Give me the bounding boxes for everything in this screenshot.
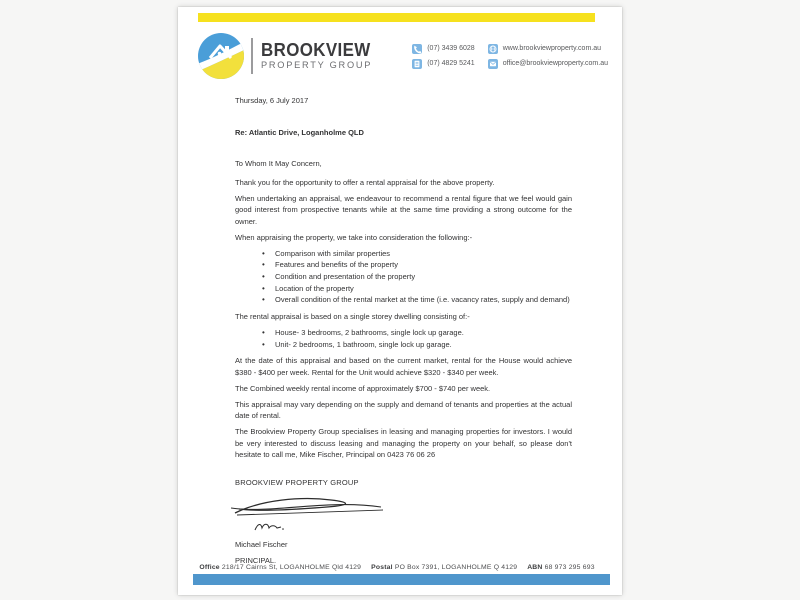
contact-details bbox=[412, 44, 608, 69]
para-market: At the date of this appraisal and based on the current market, rental for the House would achieve $380 - $400 per week. Rental for the Unit would achieve $320 - $340 per week. bbox=[235, 356, 572, 377]
list-item: • Condition and presentation of the property bbox=[262, 271, 572, 283]
abn-label: ABN bbox=[527, 564, 543, 571]
list-item: • Location of the property bbox=[262, 283, 572, 295]
list-item: • Overall condition of the rental market at the time (i.e. vacancy rates, supply and demand) bbox=[262, 294, 572, 306]
para-vary: This appraisal may vary depending on the supply and demand of tenants and properties at the actual date of rental. bbox=[235, 399, 572, 421]
signatory-title: PRINCIPAL. bbox=[235, 555, 277, 565]
salutation: To Whom It May Concern, bbox=[235, 159, 322, 168]
brookview-logo-icon bbox=[198, 33, 244, 79]
office-segment bbox=[199, 564, 361, 571]
footer-address-line bbox=[178, 564, 616, 571]
letter-body bbox=[235, 95, 572, 566]
dwelling-list bbox=[262, 327, 572, 350]
website-row bbox=[488, 44, 608, 54]
postal-value: PO Box 7391, LOGANHOLME Q 4129 bbox=[394, 564, 518, 571]
office-value: 218/17 Cairns St, LOGANHOLME Qld 4129 bbox=[221, 564, 362, 571]
globe-icon bbox=[488, 44, 498, 54]
email-row bbox=[488, 59, 608, 69]
abn-value: 68 973 295 693 bbox=[544, 564, 595, 571]
para-thanks: Thank you for the opportunity to offer a rental appraisal for the above property. bbox=[235, 177, 495, 187]
fax-icon bbox=[412, 59, 422, 69]
para-specialises: The Brookview Property Group specialises in leasing and managing properties for investors. I would be very interested to discuss leasing and managing the property on your behalf, so please don't hesitate to call me, Mike Fischer, Principal on 0423 76 06 26 bbox=[235, 427, 572, 460]
website-url: www.brookviewproperty.com.au bbox=[502, 45, 602, 52]
wordmark bbox=[261, 41, 378, 71]
brand-tagline: PROPERTY GROUP bbox=[261, 60, 373, 71]
signature bbox=[235, 493, 572, 539]
bottom-accent-bar bbox=[193, 574, 610, 585]
brand-name: BROOKVIEW bbox=[261, 40, 371, 60]
signature-initials bbox=[253, 521, 285, 533]
office-label: Office bbox=[199, 564, 220, 571]
top-accent-bar bbox=[198, 13, 595, 22]
phone-icon bbox=[412, 44, 422, 54]
list-item: • Comparison with similar properties bbox=[262, 248, 572, 260]
letter-subject: Re: Atlantic Drive, Loganholme QLD bbox=[235, 127, 364, 137]
para-combined: The Combined weekly rental income of approximately $700 - $740 per week. bbox=[235, 383, 491, 393]
email-address: office@brookviewproperty.com.au bbox=[502, 60, 608, 67]
letterhead bbox=[198, 33, 612, 79]
fax-number: (07) 4829 5241 bbox=[427, 60, 475, 67]
para-undertaking: When undertaking an appraisal, we endeavour to recommend a rental figure that we feel would gain good interest from prospective tenants while at the same time providing a strong outcome for the owner. bbox=[235, 193, 572, 226]
postal-label: Postal bbox=[371, 564, 393, 571]
fax-row bbox=[412, 59, 474, 69]
postal-segment bbox=[371, 564, 517, 571]
consideration-list bbox=[262, 248, 572, 307]
email-icon bbox=[488, 59, 498, 69]
letter-page bbox=[178, 7, 622, 595]
para-appraising: When appraising the property, we take into consideration the following:- bbox=[235, 232, 473, 242]
list-item: • Features and benefits of the property bbox=[262, 259, 572, 271]
logo-divider bbox=[251, 38, 253, 74]
signoff-company: BROOKVIEW PROPERTY GROUP bbox=[235, 477, 359, 487]
letter-date: Thursday, 6 July 2017 bbox=[235, 96, 309, 105]
list-item: • House- 3 bedrooms, 2 bathrooms, single lock up garage. bbox=[262, 327, 572, 339]
phone-number: (07) 3439 6028 bbox=[427, 45, 475, 52]
list-item: • Unit- 2 bedrooms, 1 bathroom, single lock up garage. bbox=[262, 339, 572, 351]
abn-segment bbox=[527, 564, 594, 571]
signature-scribble bbox=[231, 493, 391, 523]
phone-row bbox=[412, 44, 474, 54]
para-dwelling: The rental appraisal is based on a single storey dwelling consisting of:- bbox=[235, 312, 470, 322]
signatory-name: Michael Fischer bbox=[235, 539, 288, 549]
